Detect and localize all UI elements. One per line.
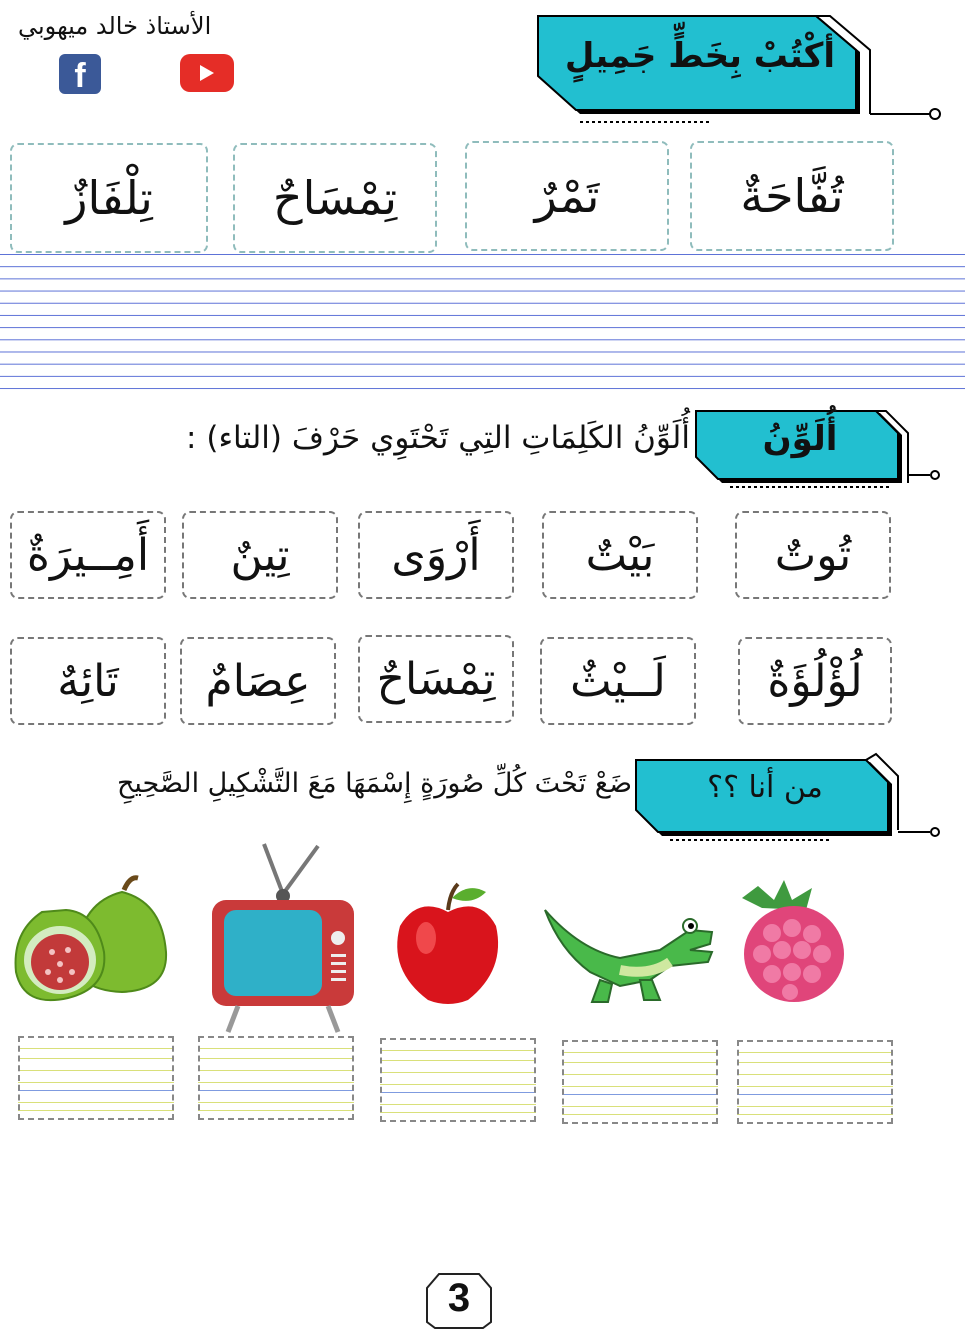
answer-box[interactable] [380, 1038, 536, 1122]
author-name: الأستاذ خالد ميهوبي [18, 12, 212, 40]
word-card[interactable]: بَيْتٌ [542, 511, 698, 599]
word-card[interactable]: تِينٌ [182, 511, 338, 599]
answer-box[interactable] [737, 1040, 893, 1124]
figs-icon [12, 872, 172, 1022]
answer-box[interactable] [562, 1040, 718, 1124]
apple-icon [388, 880, 508, 1010]
page-number [425, 1272, 493, 1330]
word-card[interactable]: عِصَامٌ [180, 637, 336, 725]
word-card: تِلْفَازٌ [10, 143, 208, 253]
word-card[interactable]: تُوتٌ [735, 511, 891, 599]
word-card[interactable]: أَرْوَى [358, 511, 514, 599]
television-icon [208, 842, 358, 1034]
section-title: أكْتُبْ بِخَطٍّ جَمِيلٍ [564, 36, 836, 76]
word-card[interactable]: أَمِــيرَةٌ [10, 511, 166, 599]
answer-box[interactable] [198, 1036, 354, 1120]
youtube-icon[interactable] [180, 54, 234, 92]
section-title: من أنا ؟؟ [707, 770, 823, 805]
section-title: أُلَوِّنُ [762, 419, 838, 459]
raspberry-icon [732, 878, 852, 1008]
word-card[interactable]: لَــيْثٌ [540, 637, 696, 725]
word-card[interactable]: لُؤْلُؤَةٌ [738, 637, 892, 725]
page-number-text: 3 [447, 1276, 471, 1320]
instruction-color: أُلَوِّنُ الكَلِمَاتِ التِي تَحْتَوِي حَرْفَ (التاء) : [186, 420, 690, 456]
section-header-who-am-i [630, 748, 950, 848]
word-card[interactable]: تَائِهٌ [10, 637, 166, 725]
word-card: تَمْرٌ [465, 141, 669, 251]
word-card: تِمْسَاحٌ [233, 143, 437, 253]
section-header-write [530, 10, 950, 128]
instruction-name-pictures: ضَعْ تَحْتَ كُلِّ صُورَةٍ إِسْمَهَا مَعَ التَّشْكِيلِ الصَّحِيحِ [116, 768, 632, 799]
handwriting-grid[interactable] [0, 254, 965, 400]
answer-box[interactable] [18, 1036, 174, 1120]
section-header-color [690, 405, 950, 495]
crocodile-icon [540, 900, 720, 1010]
facebook-icon[interactable]: f [59, 54, 101, 94]
word-card: تُفَّاحَةٌ [690, 141, 894, 251]
word-card[interactable]: تِمْسَاحٌ [358, 635, 514, 723]
